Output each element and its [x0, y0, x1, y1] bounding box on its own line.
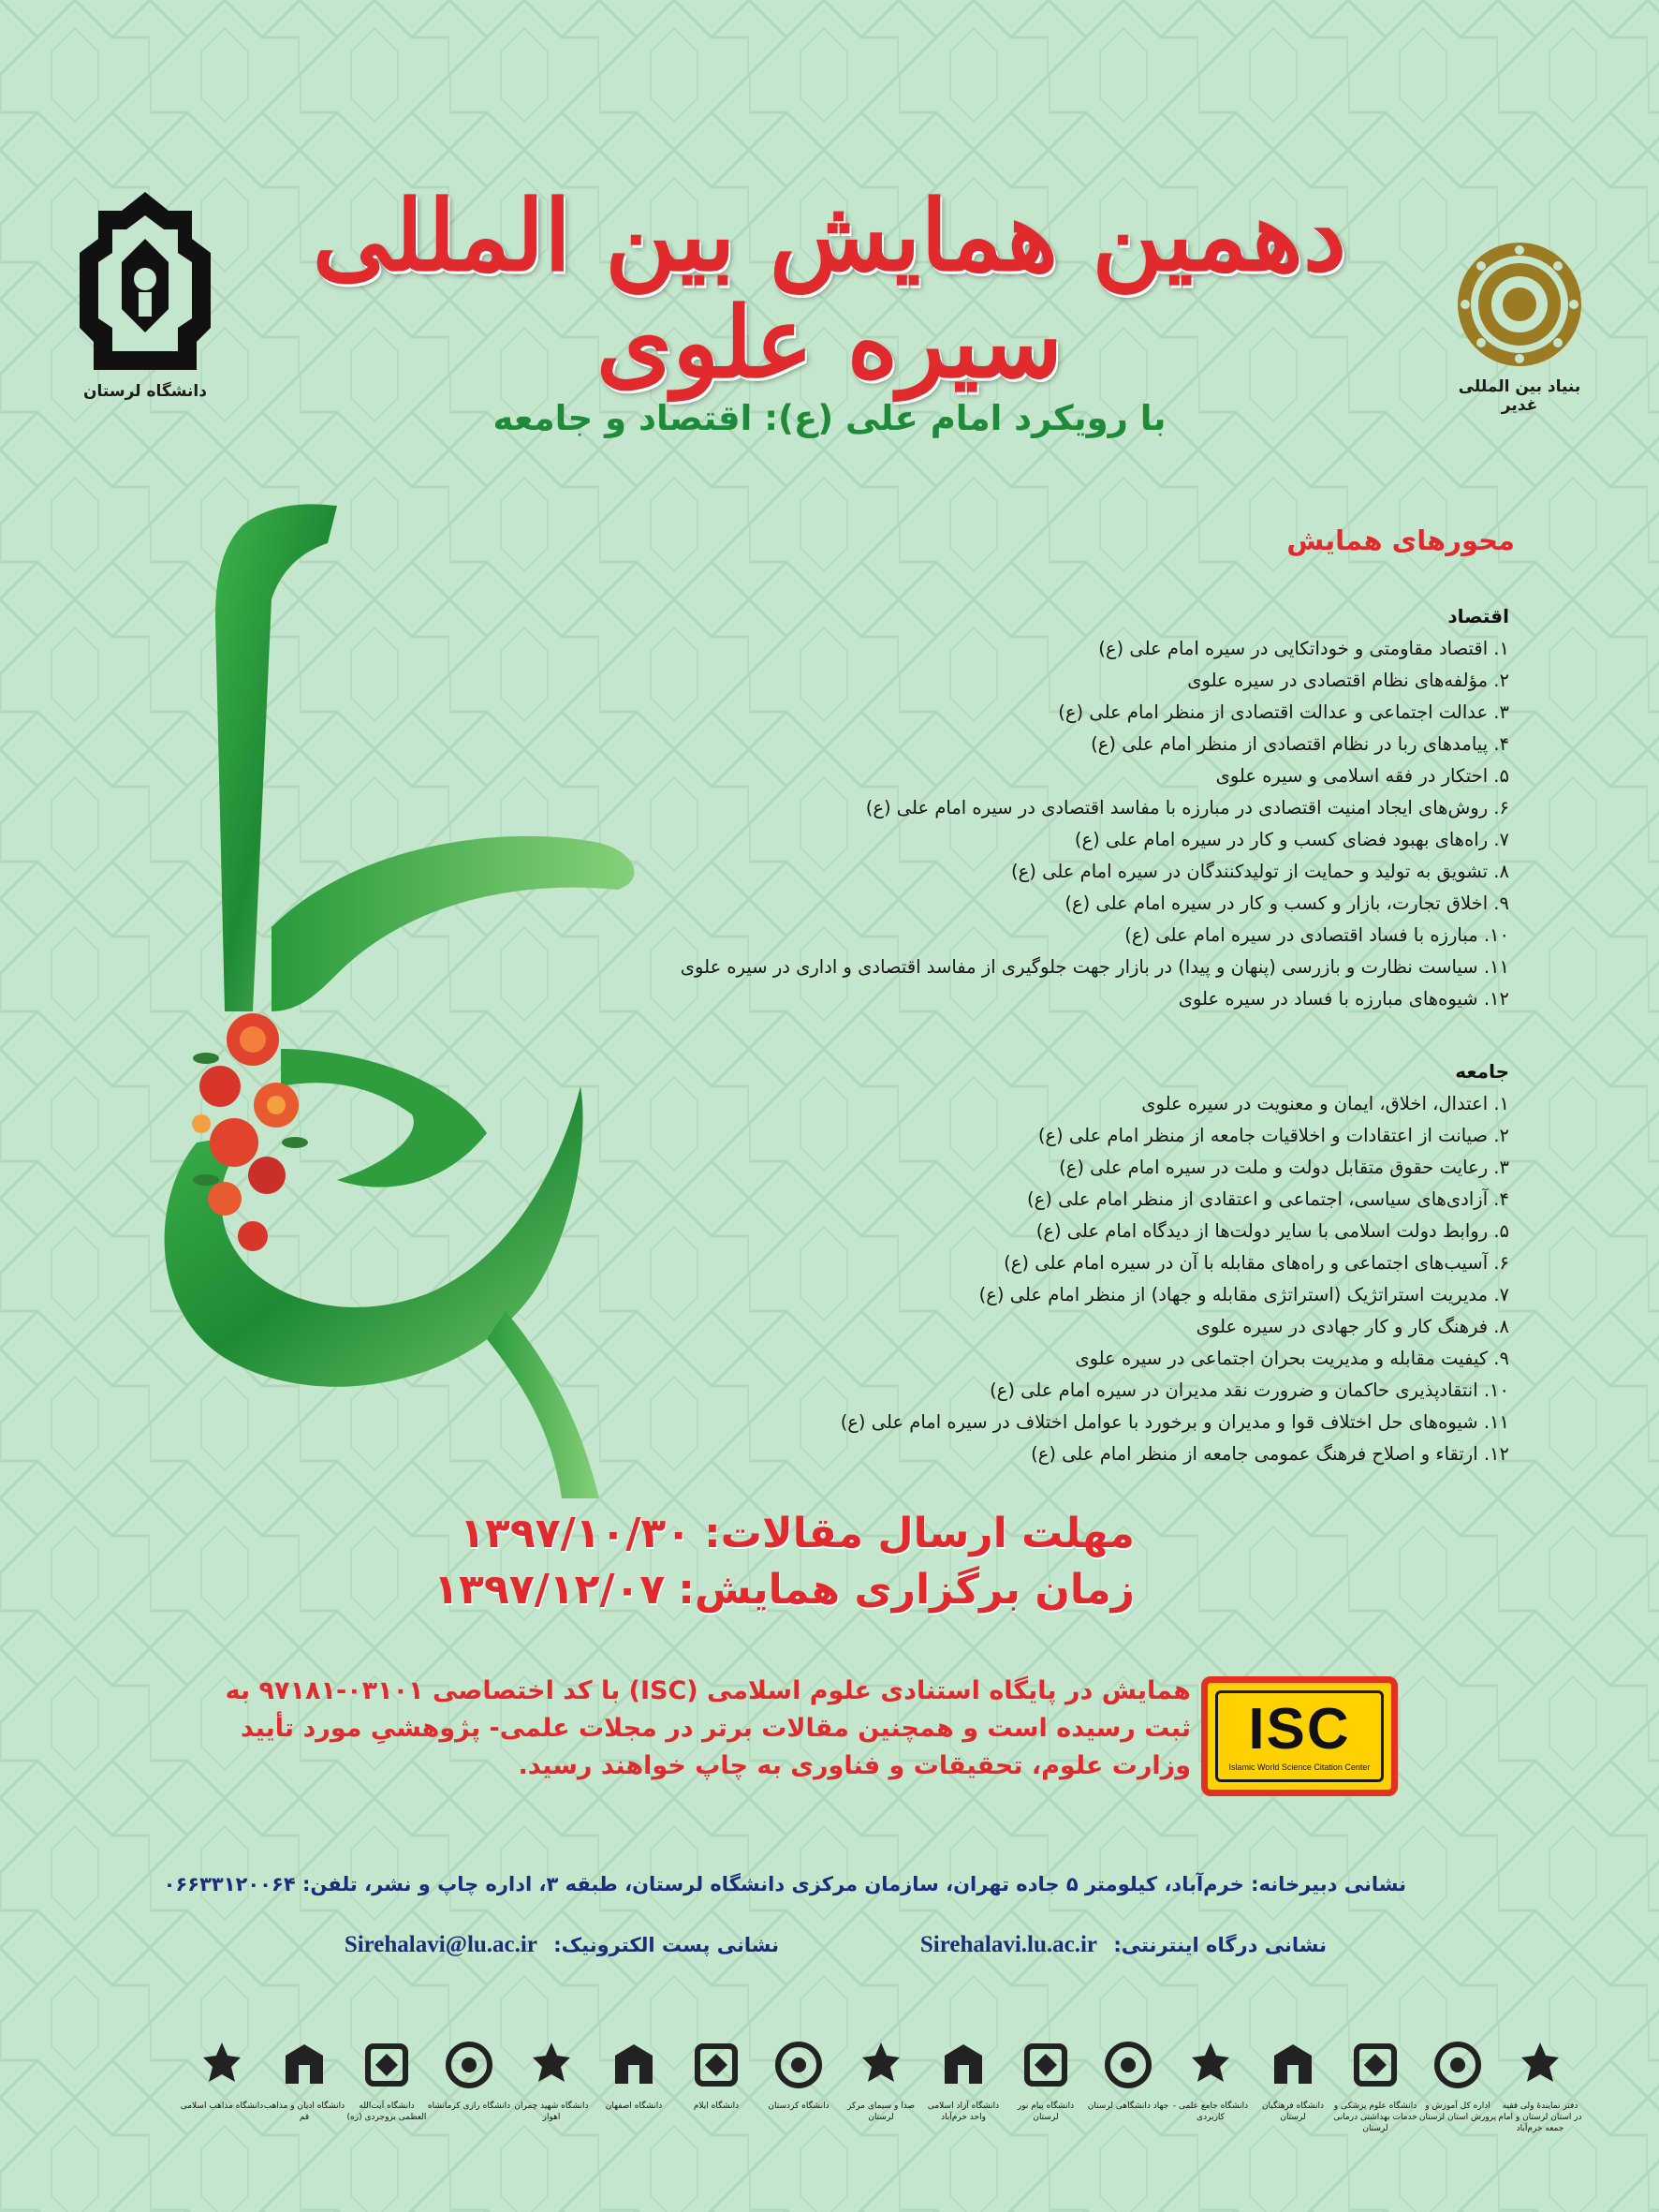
ghadir-foundation-caption: بنیاد بین المللی غدیر — [1458, 377, 1581, 415]
list-item: ۹. کیفیت مقابله و مدیریت بحران اجتماعی در سیره علوی — [1075, 1348, 1509, 1369]
list-item: ۱۱. سیاست نظارت و بازرسی (پنهان و پیدا) در بازار جهت جلوگیری از مفاسد اقتصادی و اداری در سیره علوی — [680, 956, 1509, 978]
islamic-denominations-university-icon — [180, 2037, 264, 2097]
ghadir-foundation-emblem-icon — [1454, 239, 1585, 370]
partner-caption: دانشگاه مذاهب اسلامی — [180, 2101, 264, 2111]
isc-paragraph-line: وزارت علوم، تحقیقات و فناوری به چاپ خواهند رسید. — [518, 1751, 1191, 1780]
partner-logo — [1004, 2037, 1088, 2123]
jihad-daneshgahi-icon — [1086, 2037, 1170, 2097]
website-label: نشانی درگاه اینترنتی: — [1113, 1934, 1327, 1956]
list-item: ۸. تشویق به تولید و حمایت از تولیدکنندگان در سیره امام علی (ع) — [1011, 861, 1509, 882]
list-item: ۳. عدالت اجتماعی و عدالت اقتصادی از منظر امام علی (ع) — [1058, 701, 1509, 723]
partner-logo — [180, 2037, 264, 2112]
lorestan-university-caption: دانشگاه لرستان — [83, 382, 207, 401]
partner-caption: اداره کل آموزش و پرورش استان لرستان — [1418, 2101, 1497, 2122]
address-value: خرم‌آباد، کیلومتر ۵ جاده تهران، سازمان مرکزی دانشگاه لرستان، طبقه ۳، اداره چاپ و نشر، تلفن: ۰۶۶۳۳۱۲۰۰۶۴ — [163, 1873, 1244, 1895]
list-item: ۱۰. مبارزه با فساد اقتصادی در سیره امام علی (ع) — [1124, 924, 1509, 946]
submission-deadline-value: ۱۳۹۷/۱۰/۳۰ — [460, 1510, 692, 1557]
partner-logo — [674, 2037, 758, 2112]
isfahan-university-icon — [592, 2037, 676, 2097]
economy-section — [681, 605, 1509, 1015]
boroujerdi-university-icon — [345, 2037, 429, 2097]
applied-science-university-icon — [1168, 2037, 1253, 2097]
event-date-value: ۱۳۹۷/۱۲/۰۷ — [433, 1566, 666, 1614]
list-item: ۷. مدیریت استراتژیک (استراتژی مقابله و جهاد) از منظر امام علی (ع) — [978, 1284, 1509, 1305]
partner-caption: دفتر نمایندهٔ ولی فقیه در استان لرستان و امام جمعه خرم‌آباد — [1498, 2101, 1582, 2133]
lorestan-university-logo — [75, 187, 215, 401]
kurdistan-university-icon — [756, 2037, 841, 2097]
list-item: ۶. روش‌های ایجاد امنیت اقتصادی در مبارزه با مفاسد اقتصادی در سیره امام علی (ع) — [865, 797, 1509, 818]
list-item: ۸. فرهنگ کار و کار جهادی در سیره علوی — [1196, 1316, 1509, 1337]
partner-caption: صدا و سیمای مرکز لرستان — [846, 2101, 916, 2122]
email-row — [345, 1932, 779, 1958]
partner-caption: دانشگاه ادیان و مذاهب قم — [263, 2101, 345, 2122]
partner-logo — [1251, 2037, 1335, 2123]
partner-caption: دانشگاه آزاد اسلامی واحد خرم‌آباد — [927, 2101, 1000, 2122]
partner-caption: جهاد دانشگاهی لرستان — [1087, 2101, 1169, 2111]
partner-logo — [427, 2037, 511, 2112]
page-title: دهمین همایش بین المللی سیره علوی — [312, 178, 1347, 401]
list-item: ۹. اخلاق تجارت، بازار و کسب و کار در سیره امام علی (ع) — [1064, 892, 1509, 914]
list-item: ۱۰. انتقادپذیری حاکمان و ضرورت نقد مدیران در سیره امام علی (ع) — [990, 1379, 1509, 1401]
list-item: ۴. آزادی‌های سیاسی، اجتماعی و اعتقادی از منظر امام علی (ع) — [1027, 1188, 1509, 1210]
isc-logo-subtext: Islamic World Science Citation Center — [1228, 1762, 1371, 1772]
event-date — [433, 1566, 1135, 1614]
partner-logo — [839, 2037, 923, 2123]
ilam-university-icon — [674, 2037, 758, 2097]
partner-logo — [1498, 2037, 1582, 2134]
list-item: ۲. مؤلفه‌های نظام اقتصادی در سیره علوی — [1187, 670, 1509, 691]
economy-section-title: اقتصاد — [1447, 605, 1509, 627]
partner-caption: دانشگاه اصفهان — [605, 2101, 663, 2111]
isc-logo — [1201, 1676, 1398, 1796]
ghadir-foundation-logo — [1449, 239, 1590, 415]
partner-caption: دانشگاه کردستان — [768, 2101, 830, 2111]
isc-paragraph-line: همایش در پایگاه استنادی علوم اسلامی (ISC) با کد اختصاصی ۰۳۱۰۱-۹۷۱۸۱ به — [225, 1676, 1191, 1705]
list-item: ۴. پیامدهای ربا در نظام اقتصادی از منظر امام علی (ع) — [1091, 733, 1509, 755]
society-section — [841, 1060, 1509, 1470]
axes-heading: محورهای همایش — [1286, 524, 1515, 556]
event-date-label: زمان برگزاری همایش: — [678, 1566, 1135, 1614]
partner-caption: دانشگاه پیام نور لرستان — [1017, 2101, 1075, 2122]
list-item: ۱. اقتصاد مقاومتی و خوداتکایی در سیره امام علی (ع) — [1098, 638, 1509, 659]
partner-logo — [756, 2037, 841, 2112]
partner-caption: دانشگاه فرهنگیان لرستان — [1261, 2101, 1325, 2122]
lorestan-university-emblem-icon — [75, 187, 215, 375]
medical-university-icon — [1333, 2037, 1417, 2097]
isc-logo-text: ISC — [1248, 1697, 1351, 1762]
isc-paragraph-line: ثبت رسیده است و همچنین مقالات برتر در مجلات علمی- پژوهشیِ مورد تأیید — [241, 1714, 1191, 1743]
list-item: ۶. آسیب‌های اجتماعی و راه‌های مقابله با آن در سیره امام علی (ع) — [1004, 1252, 1509, 1274]
partner-logo — [592, 2037, 676, 2112]
list-item: ۳. رعایت حقوق متقابل دولت و ملت در سیره امام علی (ع) — [1059, 1157, 1509, 1178]
email-link[interactable]: Sirehalavi@lu.ac.ir — [344, 1932, 537, 1957]
list-item: ۲. صیانت از اعتقادات و اخلاقیات جامعه از منظر امام علی (ع) — [1037, 1125, 1509, 1146]
partner-caption: دانشگاه شهید چمران اهواز — [514, 2101, 589, 2122]
iran-emblem-icon — [1498, 2037, 1582, 2097]
iran-emblem-icon — [1416, 2037, 1500, 2097]
list-item: ۱۱. شیوه‌های حل اختلاف قوا و مدیران و برخورد با عوامل اختلاف در سیره امام علی (ع) — [840, 1411, 1509, 1433]
farhangian-university-icon — [1251, 2037, 1335, 2097]
ali-calligraphy-artwork — [112, 487, 665, 1508]
page-subtitle: با رویکرد امام علی (ع): اقتصاد و جامعه — [492, 398, 1167, 438]
religions-university-icon — [262, 2037, 346, 2097]
partner-logo — [509, 2037, 594, 2123]
address-label: نشانی دبیرخانه: — [1251, 1873, 1406, 1895]
website-link[interactable]: Sirehalavi.lu.ac.ir — [919, 1932, 1098, 1957]
partner-logo — [345, 2037, 429, 2123]
partner-logo — [1168, 2037, 1253, 2123]
list-item: ۵. احتکار در فقه اسلامی و سیره علوی — [1215, 765, 1509, 787]
partner-caption: دانشگاه جامع علمی - کاربردی — [1172, 2101, 1249, 2122]
irib-icon — [839, 2037, 923, 2097]
partner-caption: دانشگاه رازی کرمانشاه — [427, 2101, 511, 2111]
partner-caption: دانشگاه ایلام — [693, 2101, 740, 2111]
society-section-title: جامعه — [1455, 1060, 1509, 1083]
partner-caption: دانشگاه علوم پزشکی و خدمات بهداشتی درمانی لرستان — [1333, 2101, 1417, 2133]
website-row — [920, 1932, 1327, 1958]
secretariat-address — [164, 1873, 1406, 1895]
partner-logo — [1086, 2037, 1170, 2112]
email-label: نشانی پست الکترونیک: — [553, 1934, 779, 1956]
list-item: ۷. راه‌های بهبود فضای کسب و کار در سیره امام علی (ع) — [1074, 829, 1509, 850]
partner-logo — [1333, 2037, 1417, 2134]
list-item: ۱. اعتدال، اخلاق، ایمان و معنویت در سیره علوی — [1141, 1093, 1509, 1114]
list-item: ۵. روابط دولت اسلامی با سایر دولت‌ها از دیدگاه امام علی (ع) — [1035, 1220, 1509, 1242]
isc-paragraph — [225, 1673, 1191, 1785]
submission-deadline-label: مهلت ارسال مقالات: — [704, 1510, 1135, 1557]
list-item: ۱۲. شیوه‌های مبارزه با فساد در سیره علوی — [1178, 988, 1509, 1010]
list-item: ۱۲. ارتقاء و اصلاح فرهنگ عمومی جامعه از منظر امام علی (ع) — [1031, 1443, 1509, 1465]
azad-university-icon — [921, 2037, 1006, 2097]
partner-logo — [262, 2037, 346, 2123]
partner-logo — [1416, 2037, 1500, 2123]
payame-noor-icon — [1004, 2037, 1088, 2097]
razi-university-icon — [427, 2037, 511, 2097]
partner-logo — [921, 2037, 1006, 2123]
submission-deadline — [460, 1510, 1135, 1557]
chamran-university-icon — [509, 2037, 594, 2097]
partner-caption: دانشگاه آیت‌الله العظمی بروجردی (ره) — [346, 2101, 427, 2122]
